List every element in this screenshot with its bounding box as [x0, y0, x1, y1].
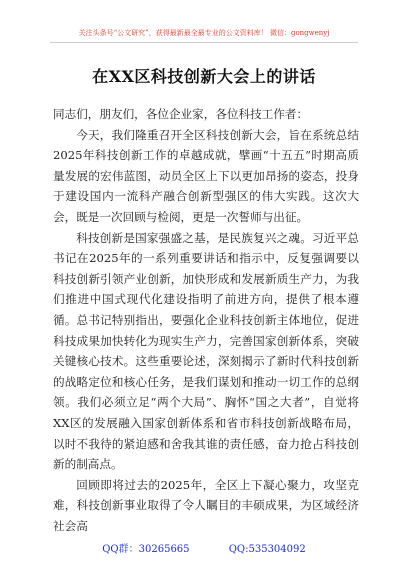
document-title: 在XX区科技创新大会上的讲话 — [92, 67, 316, 86]
header-divider — [50, 42, 358, 43]
page-footer — [0, 540, 408, 555]
footer-qq-group: QQ群：30265665 — [102, 544, 190, 555]
greeting-line: 同志们，朋友们，各位企业家，各位科技工作者： — [53, 107, 309, 121]
footer-qq-contact: QQ:535304092 — [228, 544, 306, 555]
paragraph: 回顾即将过去的2025年，全区上下凝心聚力，攻坚克难，科技创新事业取得了令人瞩目的丰硕成果，为区域经济社会高 — [53, 477, 359, 533]
paragraph: 今天，我们隆重召开全区科技创新大会，旨在系统总结2025年科技创新工作的卓越成就，擘画“十五五”时期高质量发展的宏伟蓝图，动员全区上下以更加昂扬的姿态，投身于建设国内一流科产融合创新型强区的伟大实践。这次大会，既是一次回顾与检阅，更是一次誓师与出征。 — [53, 127, 359, 224]
document-body — [53, 104, 359, 536]
page-header-note: 关注头条号“公文研究”，获得最新最全最专业的公文资料库！ 微信：gongwenyj — [78, 29, 330, 37]
paragraph: 科技创新是国家强盛之基，是民族复兴之魂。习近平总书记在2025年的一系列重要讲话和指示中，反复强调要以科技创新引领产业创新，加快形成和发展新质生产力，为我们推进中国式现代化建设指明了前进方向，提供了根本遵循。总书记特别指出，要强化企业科技创新主体地位，促进科技成果加快转化为现实生产力，完善国家创新体系，突破关键核心技术。这些重要论述，深刻揭示了新时代科技创新的战略定位和核心任务，是我们谋划和推动一切工作的总纲领。我们必须立足“两个大局”、胸怀“国之大者”，自觉将XX区的发展融入国家创新体系和省市科技创新战略布局，以时不我待的紧迫感和舍我其谁的责任感，奋力抢占科技创新的制高点。 — [53, 230, 359, 472]
